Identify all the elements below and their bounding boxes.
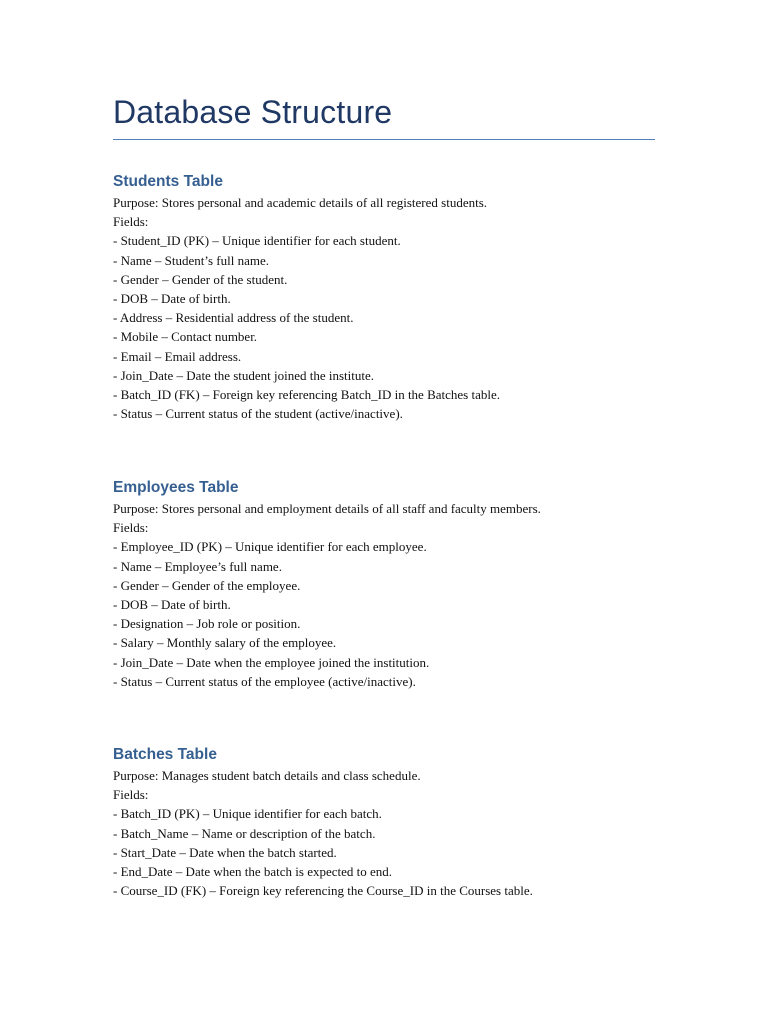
field-item: - Address – Residential address of the student. — [113, 310, 354, 326]
field-item: - Salary – Monthly salary of the employee. — [113, 635, 337, 651]
field-item: - DOB – Date of birth. — [113, 597, 231, 613]
section-students-table — [113, 171, 713, 423]
field-item: - DOB – Date of birth. — [113, 291, 231, 307]
section-heading: Students Table — [113, 173, 223, 190]
field-item: - Batch_ID (FK) – Foreign key referencing Batch_ID in the Batches table. — [113, 387, 500, 403]
section-batches-table — [113, 744, 713, 900]
field-item: - Employee_ID (PK) – Unique identifier for each employee. — [113, 539, 427, 555]
section-heading: Batches Table — [113, 746, 217, 763]
field-item: - Student_ID (PK) – Unique identifier for each student. — [113, 233, 401, 249]
field-item: - Status – Current status of the employee (active/inactive). — [113, 673, 416, 689]
field-item: - Batch_Name – Name or description of the batch. — [113, 825, 376, 841]
purpose-text: Purpose: Manages student batch details and class schedule. — [113, 768, 421, 783]
field-item: - Gender – Gender of the student. — [113, 271, 288, 287]
field-item: - End_Date – Date when the batch is expected to end. — [113, 864, 393, 880]
field-item: - Gender – Gender of the employee. — [113, 577, 301, 593]
field-item: - Mobile – Contact number. — [113, 329, 258, 345]
field-item: - Name – Student’s full name. — [113, 252, 269, 268]
fields-label: Fields: — [113, 520, 149, 536]
fields-label: Fields: — [113, 214, 149, 230]
fields-list — [113, 231, 713, 423]
field-item: - Join_Date – Date when the employee joined the institution. — [113, 654, 430, 670]
title-underline — [113, 139, 655, 140]
fields-list — [113, 804, 713, 900]
fields-label: Fields: — [113, 787, 149, 803]
field-item: - Course_ID (FK) – Foreign key referencing the Course_ID in the Courses table. — [113, 883, 533, 899]
purpose-text: Purpose: Stores personal and academic details of all registered students. — [113, 195, 488, 210]
field-item: - Start_Date – Date when the batch started. — [113, 844, 337, 860]
field-item: - Designation – Job role or position. — [113, 616, 301, 632]
purpose-text: Purpose: Stores personal and employment details of all staff and faculty members. — [113, 501, 541, 516]
field-item: - Join_Date – Date the student joined the institute. — [113, 367, 375, 383]
page-title: Database Structure — [113, 94, 393, 130]
fields-list — [113, 537, 713, 691]
field-item: - Name – Employee’s full name. — [113, 558, 282, 574]
field-item: - Email – Email address. — [113, 348, 242, 364]
section-employees-table — [113, 477, 713, 691]
field-item: - Status – Current status of the student (active/inactive). — [113, 406, 403, 422]
field-item: - Batch_ID (PK) – Unique identifier for each batch. — [113, 806, 382, 822]
section-heading: Employees Table — [113, 479, 239, 496]
